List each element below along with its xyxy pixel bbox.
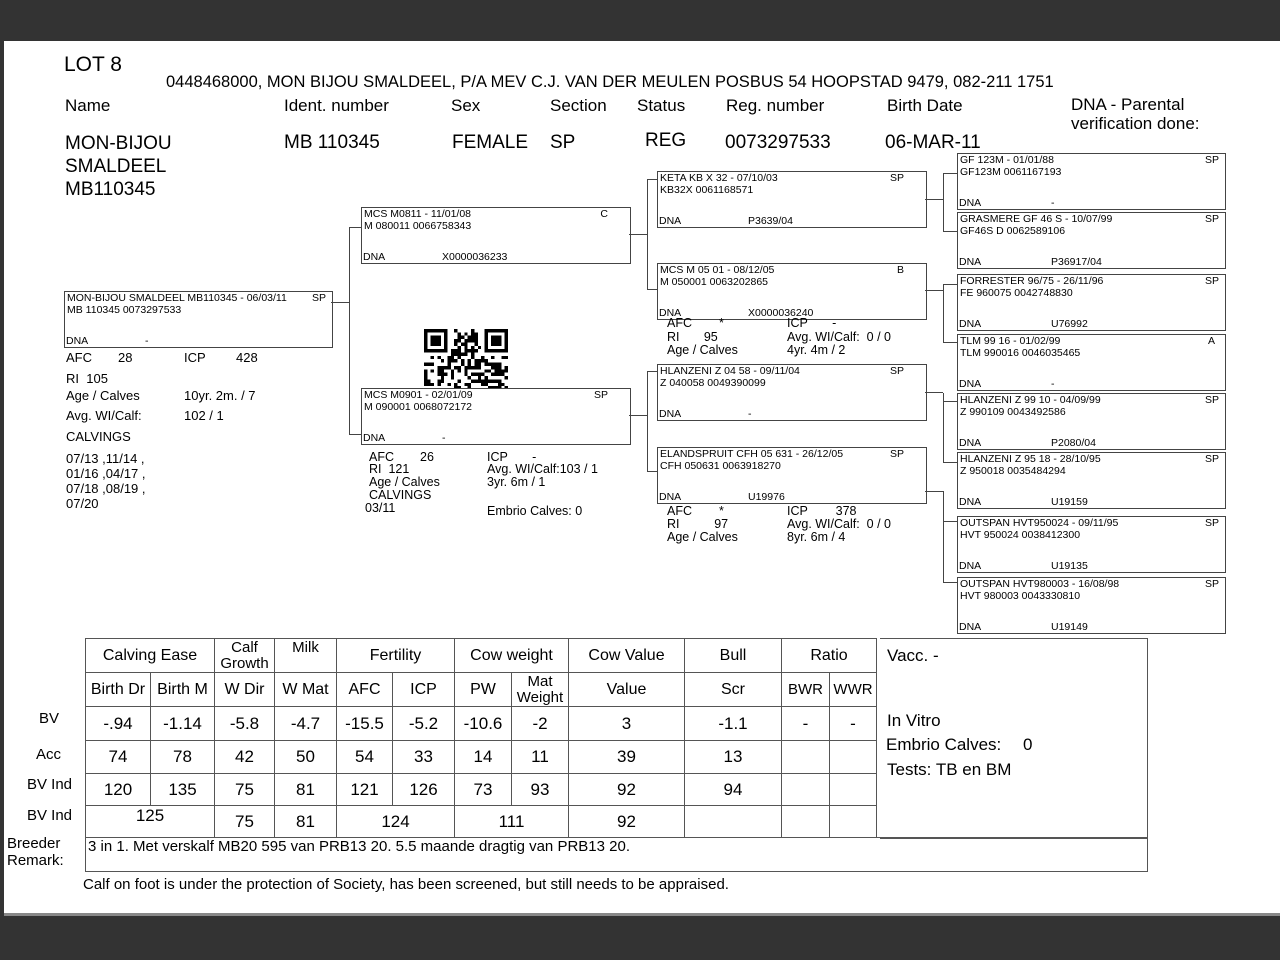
box-id-line: HVT 980003 0043330810 <box>960 590 1081 602</box>
embrio-value: 0 <box>1023 735 1033 754</box>
connector <box>943 173 957 174</box>
dam-box <box>361 388 631 445</box>
box-dna-label: DNA <box>66 335 89 347</box>
box-dna-label: DNA <box>659 215 682 227</box>
connector <box>349 227 350 435</box>
box-code: C <box>600 208 608 220</box>
sd-afc-label: AFC <box>667 316 692 330</box>
box-dna-label: DNA <box>959 378 982 390</box>
connector <box>943 401 944 463</box>
connector <box>943 342 957 343</box>
subject-afc: AFC <box>66 350 92 365</box>
breeding-values-table <box>85 638 877 838</box>
connector <box>647 471 657 472</box>
subject-afc-value: 28 <box>118 350 133 365</box>
box-id-line: GF46S D 0062589106 <box>960 225 1066 237</box>
acc-cell: 11 <box>512 741 569 774</box>
connector <box>647 371 648 471</box>
column-header-row <box>86 673 877 707</box>
breeder-remark-text: 3 in 1. Met verskalf MB20 595 van PRB13 20. 5.5 maande dragtig van PRB13 20. <box>88 838 630 855</box>
sire-sire-box <box>657 171 927 228</box>
bv-ind-group-cell: 75 <box>215 806 275 838</box>
sdd-box <box>957 334 1226 391</box>
header-sex: Sex <box>451 96 481 115</box>
box-dna-value: U19976 <box>748 491 785 503</box>
header-status: Status <box>637 96 686 115</box>
sds-box <box>957 274 1226 331</box>
acc-cell <box>830 741 877 774</box>
dd-age-value: 8yr. 6m / 4 <box>787 530 846 544</box>
box-dna-label: DNA <box>959 256 982 268</box>
connector <box>943 284 944 342</box>
subject-pedigree-box <box>64 291 333 348</box>
ddd-box <box>957 577 1226 634</box>
sd-icp: ICP - <box>787 316 837 330</box>
bv-ind-cell: 92 <box>569 774 685 806</box>
group-header-row <box>86 639 877 673</box>
acc-cell: 14 <box>455 741 512 774</box>
box-dna-value: - <box>442 432 446 444</box>
bv-cell: - <box>782 707 830 741</box>
box-id-line: TLM 990016 0046035465 <box>960 347 1081 359</box>
box-code: SP <box>889 172 904 184</box>
box-id-line: HVT 950024 0038412300 <box>960 529 1081 541</box>
box-title: FORRESTER 96/75 - 26/11/96 <box>960 275 1104 287</box>
box-title: TLM 99 16 - 01/02/99 <box>960 335 1061 347</box>
animal-section: SP <box>550 132 576 153</box>
box-dna-label: DNA <box>959 318 982 330</box>
box-dna-value: - <box>1051 378 1055 390</box>
vacc-text: Vacc. - <box>887 646 939 665</box>
connector <box>647 371 657 372</box>
subject-calvings-3: 07/18 ,08/19 , <box>66 481 146 496</box>
subject-calvings-4: 07/20 <box>66 496 99 511</box>
box-title: HLANZENI Z 04 58 - 09/11/04 <box>660 365 800 377</box>
box-code: SP <box>1204 275 1219 287</box>
dss-box <box>957 393 1226 450</box>
dd-ri: RI 97 <box>667 517 729 531</box>
subject-calvings-label: CALVINGS <box>66 429 131 444</box>
sd-afc-value: * <box>719 316 724 330</box>
box-title: MCS M 05 01 - 08/12/05 <box>660 264 775 276</box>
group-calf-growth: Calf Growth <box>215 639 275 673</box>
bv-cell: -15.5 <box>337 707 393 741</box>
bv-cell: - <box>830 707 877 741</box>
box-code: SP <box>1204 213 1219 225</box>
col-wwr: WWR <box>830 673 877 707</box>
bv-ind-group-cell: 92 <box>569 806 685 838</box>
connector <box>943 521 957 522</box>
sd-age-value: 4yr. 4m / 2 <box>787 343 846 357</box>
header-birth: Birth Date <box>887 96 963 115</box>
connector <box>943 173 944 231</box>
remark-label-line2: Remark: <box>7 852 64 869</box>
box-dna-value: X0000036233 <box>442 251 508 263</box>
box-id-line: FE 960075 0042748830 <box>960 287 1073 299</box>
bv-ind-group-cell: 125 <box>86 806 215 838</box>
subject-wl-label: Avg. WI/Calf: <box>66 408 142 423</box>
page-edge <box>4 913 1280 916</box>
animal-name-line3: MB110345 <box>65 179 156 200</box>
col-birth-dr: Birth Dr <box>86 673 151 707</box>
group-calving-ease: Calving Ease <box>86 639 215 673</box>
owner-line: 0448468000, MON BIJOU SMALDEEL, P/A MEV C.J. VAN DER MEULEN POSBUS 54 HOOPSTAD 9479, 082-211 1751 <box>166 73 1054 91</box>
box-title: GF 123M - 01/01/88 <box>960 154 1054 166</box>
bv-cell: -1.14 <box>151 707 215 741</box>
box-title: OUTSPAN HVT950024 - 09/11/95 <box>960 517 1119 529</box>
acc-cell: 54 <box>337 741 393 774</box>
bv-ind-grouped-row <box>86 806 877 838</box>
header-dna <box>1071 95 1200 133</box>
col-w-dir: W Dir <box>215 673 275 707</box>
box-dna-value: P3639/04 <box>748 215 793 227</box>
bv-ind-cell: 73 <box>455 774 512 806</box>
bv-cell: -1.1 <box>685 707 782 741</box>
dam-age-label: Age / Calves <box>369 475 440 489</box>
box-id-line: MB 110345 0073297533 <box>67 304 182 316</box>
connector <box>925 491 943 492</box>
connector <box>943 284 957 285</box>
bv-ind-cell: 120 <box>86 774 151 806</box>
col-afc: AFC <box>337 673 393 707</box>
bv-ind-group-cell <box>685 806 782 838</box>
lot-number: LOT 8 <box>64 53 122 76</box>
row-label-bv: BV <box>38 710 59 727</box>
dam-afc-value: 26 <box>420 450 434 464</box>
dam-afc-label: AFC <box>369 450 394 464</box>
box-id-line: KB32X 0061168571 <box>660 184 754 196</box>
bv-ind-group-cell <box>782 806 830 838</box>
dam-age-value: 3yr. 6m / 1 <box>487 475 546 489</box>
box-dna-value: U19149 <box>1051 621 1088 633</box>
acc-cell: 50 <box>275 741 337 774</box>
sd-ri: RI 95 <box>667 330 718 344</box>
animal-status: REG <box>645 130 687 151</box>
box-code: SP <box>1204 394 1219 406</box>
bv-ind-row <box>86 774 877 806</box>
animal-name <box>65 132 172 201</box>
dam-ri: RI 121 <box>369 462 410 476</box>
box-title: HLANZENI Z 99 10 - 04/09/99 <box>960 394 1101 406</box>
connector <box>647 179 648 289</box>
header-dna-line2: verification done: <box>1071 114 1200 133</box>
group-fertility: Fertility <box>337 639 455 673</box>
box-id-line: Z 990109 0043492586 <box>960 406 1066 418</box>
dam-calvings-label: CALVINGS <box>369 488 432 502</box>
dd-age-label: Age / Calves <box>667 530 738 544</box>
group-ratio: Ratio <box>782 639 877 673</box>
box-id-line: Z 040058 0049390099 <box>660 377 766 389</box>
bv-cell: -4.7 <box>275 707 337 741</box>
acc-cell: 42 <box>215 741 275 774</box>
bv-cell: -2 <box>512 707 569 741</box>
connector <box>629 234 647 235</box>
bv-cell: -.94 <box>86 707 151 741</box>
box-dna-label: DNA <box>659 408 682 420</box>
box-title: MCS M0901 - 02/01/09 <box>364 389 473 401</box>
box-id-line: M 050001 0063202865 <box>660 276 769 288</box>
acc-cell <box>782 741 830 774</box>
connector <box>349 434 361 435</box>
acc-row <box>86 741 877 774</box>
header-dna-line1: DNA - Parental <box>1071 95 1185 114</box>
remark-label-line1: Breeder <box>7 835 61 852</box>
box-id-line: CFH 050631 0063918270 <box>660 460 781 472</box>
bv-ind-group-cell <box>830 806 877 838</box>
bv-ind-group-cell: 124 <box>337 806 455 838</box>
box-dna-label: DNA <box>959 197 982 209</box>
box-title: GRASMERE GF 46 S - 10/07/99 <box>960 213 1113 225</box>
box-dna-label: DNA <box>959 621 982 633</box>
dam-wl: Avg. WI/Calf:103 / 1 <box>487 462 598 476</box>
dd-afc-value: * <box>719 504 724 518</box>
group-cow-value: Cow Value <box>569 639 685 673</box>
col-birth-m: Birth M <box>151 673 215 707</box>
dam-embrio: Embrio Calves: 0 <box>487 504 583 518</box>
box-dna-label: DNA <box>959 560 982 572</box>
tests-text: Tests: TB en BM <box>887 760 1012 779</box>
col-icp: ICP <box>393 673 455 707</box>
animal-sex: FEMALE <box>452 132 529 153</box>
bv-ind-cell: 75 <box>215 774 275 806</box>
acc-cell: 13 <box>685 741 782 774</box>
box-id-line: Z 950018 0035484294 <box>960 465 1066 477</box>
bv-ind-group-cell: 111 <box>455 806 569 838</box>
col-pw: PW <box>455 673 512 707</box>
box-dna-label: DNA <box>959 496 982 508</box>
header-name: Name <box>65 96 111 115</box>
box-code: SP <box>1204 517 1219 529</box>
breeder-remark-label <box>7 835 64 869</box>
bv-ind-group-cell: 81 <box>275 806 337 838</box>
dd-icp: ICP 378 <box>787 504 857 518</box>
dd-afc-label: AFC <box>667 504 692 518</box>
box-code: A <box>1207 335 1215 347</box>
box-title: ELANDSPRUIT CFH 05 631 - 26/12/05 <box>660 448 844 460</box>
box-code: SP <box>1204 453 1219 465</box>
box-dna-value: U19135 <box>1051 560 1088 572</box>
dam-sire-box <box>657 364 927 421</box>
box-id-line: M 080011 0066758343 <box>364 220 472 232</box>
bv-row <box>86 707 877 741</box>
sire-dam-box <box>657 263 927 320</box>
subject-age-value: 10yr. 2m. / 7 <box>184 388 256 403</box>
dam-icp: ICP - <box>487 450 537 464</box>
dds-box <box>957 516 1226 573</box>
subject-icp-label: ICP <box>184 350 206 365</box>
box-code: SP <box>311 292 326 304</box>
acc-cell: 74 <box>86 741 151 774</box>
box-dna-value: U19159 <box>1051 496 1088 508</box>
group-milk: Milk <box>275 639 337 673</box>
box-id-line: M 090001 0068072172 <box>364 401 473 413</box>
header-reg: Reg. number <box>726 96 825 115</box>
connector <box>943 491 944 582</box>
embrio-label: Embrio Calves: <box>886 735 1002 754</box>
sd-wl: Avg. WI/Calf: 0 / 0 <box>787 330 891 344</box>
box-code: SP <box>889 365 904 377</box>
box-dna-value: - <box>1051 197 1055 209</box>
ssd-box <box>957 212 1226 269</box>
connector <box>943 401 957 402</box>
group-cow-weight: Cow weight <box>455 639 569 673</box>
bv-ind-cell: 94 <box>685 774 782 806</box>
sss-box <box>957 153 1226 210</box>
box-code: SP <box>1204 578 1219 590</box>
connector <box>943 582 957 583</box>
subject-calvings-2: 01/16 ,04/17 , <box>66 466 146 481</box>
connector <box>943 462 957 463</box>
col-w-mat: W Mat <box>275 673 337 707</box>
box-dna-label: DNA <box>659 307 682 319</box>
box-dna-label: DNA <box>363 251 386 263</box>
bv-ind-cell: 121 <box>337 774 393 806</box>
connector <box>629 415 647 416</box>
box-id-line: GF123M 0061167193 <box>960 166 1062 178</box>
document-page <box>4 41 1280 913</box>
animal-name-line1: MON-BIJOU <box>65 133 172 154</box>
group-bull: Bull <box>685 639 782 673</box>
connector <box>943 231 957 232</box>
connector <box>925 199 943 200</box>
header-ident: Ident. number <box>284 96 389 115</box>
box-dna-value: P2080/04 <box>1051 437 1096 449</box>
box-dna-value: U76992 <box>1051 318 1088 330</box>
connector <box>943 393 944 401</box>
col-mat-weight: Mat Weight <box>512 673 569 707</box>
box-dna-value: - <box>145 335 149 347</box>
dd-wl: Avg. WI/Calf: 0 / 0 <box>787 517 891 531</box>
box-title: HLANZENI Z 95 18 - 28/10/95 <box>960 453 1101 465</box>
subject-wl-value: 102 / 1 <box>184 408 224 423</box>
connector <box>331 302 349 303</box>
animal-reg: 0073297533 <box>725 132 831 153</box>
bv-ind-cell <box>830 774 877 806</box>
row-label-acc: Acc <box>35 746 61 763</box>
connector <box>349 227 361 228</box>
row-label-bv-ind: BV Ind <box>26 776 72 793</box>
bv-ind-cell <box>782 774 830 806</box>
animal-name-line2: SMALDEEL <box>65 156 167 177</box>
box-title: MON-BIJOU SMALDEEL MB110345 - 06/03/11 <box>67 292 287 304</box>
box-dna-value: X0000036240 <box>748 307 814 319</box>
animal-birth: 06-MAR-11 <box>885 132 981 153</box>
header-section: Section <box>550 96 607 115</box>
connector <box>647 289 657 290</box>
connector <box>925 290 943 291</box>
box-code: B <box>896 264 904 276</box>
bv-ind-cell: 81 <box>275 774 337 806</box>
bv-cell: -5.2 <box>393 707 455 741</box>
box-title: MCS M0811 - 11/01/08 <box>364 208 471 220</box>
connector <box>647 179 657 180</box>
row-label-bv-ind-grouped: BV Ind <box>26 807 72 824</box>
breeder-remark-box <box>85 837 1148 872</box>
subject-age-label: Age / Calves <box>66 388 140 403</box>
acc-cell: 33 <box>393 741 455 774</box>
dam-dam-box <box>657 447 927 504</box>
connector <box>925 392 943 393</box>
animal-ident: MB 110345 <box>284 132 380 153</box>
bv-cell: -10.6 <box>455 707 512 741</box>
bv-ind-cell: 126 <box>393 774 455 806</box>
bv-ind-cell: 93 <box>512 774 569 806</box>
box-code: SP <box>889 448 904 460</box>
box-title: KETA KB X 32 - 07/10/03 <box>660 172 778 184</box>
in-vitro-text: In Vitro <box>887 711 941 730</box>
subject-icp-value: 428 <box>236 350 258 365</box>
sd-age-label: Age / Calves <box>667 343 738 357</box>
box-dna-label: DNA <box>363 432 386 444</box>
notes-panel <box>880 638 1148 839</box>
box-code: SP <box>593 389 608 401</box>
footer-note: Calf on foot is under the protection of Society, has been screened, but still needs to be appraised. <box>83 876 729 893</box>
col-scr: Scr <box>685 673 782 707</box>
col-value: Value <box>569 673 685 707</box>
box-dna-value: P36917/04 <box>1051 256 1102 268</box>
box-code: SP <box>1204 154 1219 166</box>
dsd-box <box>957 452 1226 509</box>
box-dna-value: - <box>748 408 752 420</box>
acc-cell: 78 <box>151 741 215 774</box>
box-title: OUTSPAN HVT980003 - 16/08/98 <box>960 578 1120 590</box>
dam-calvings-value: 03/11 <box>365 501 396 515</box>
col-bwr: BWR <box>782 673 830 707</box>
box-dna-label: DNA <box>959 437 982 449</box>
acc-cell: 39 <box>569 741 685 774</box>
bv-cell: 3 <box>569 707 685 741</box>
subject-ri: RI 105 <box>66 371 108 386</box>
bv-ind-cell: 135 <box>151 774 215 806</box>
subject-calvings-1: 07/13 ,11/14 , <box>66 451 145 466</box>
sire-box <box>361 207 631 264</box>
box-dna-label: DNA <box>659 491 682 503</box>
bv-cell: -5.8 <box>215 707 275 741</box>
